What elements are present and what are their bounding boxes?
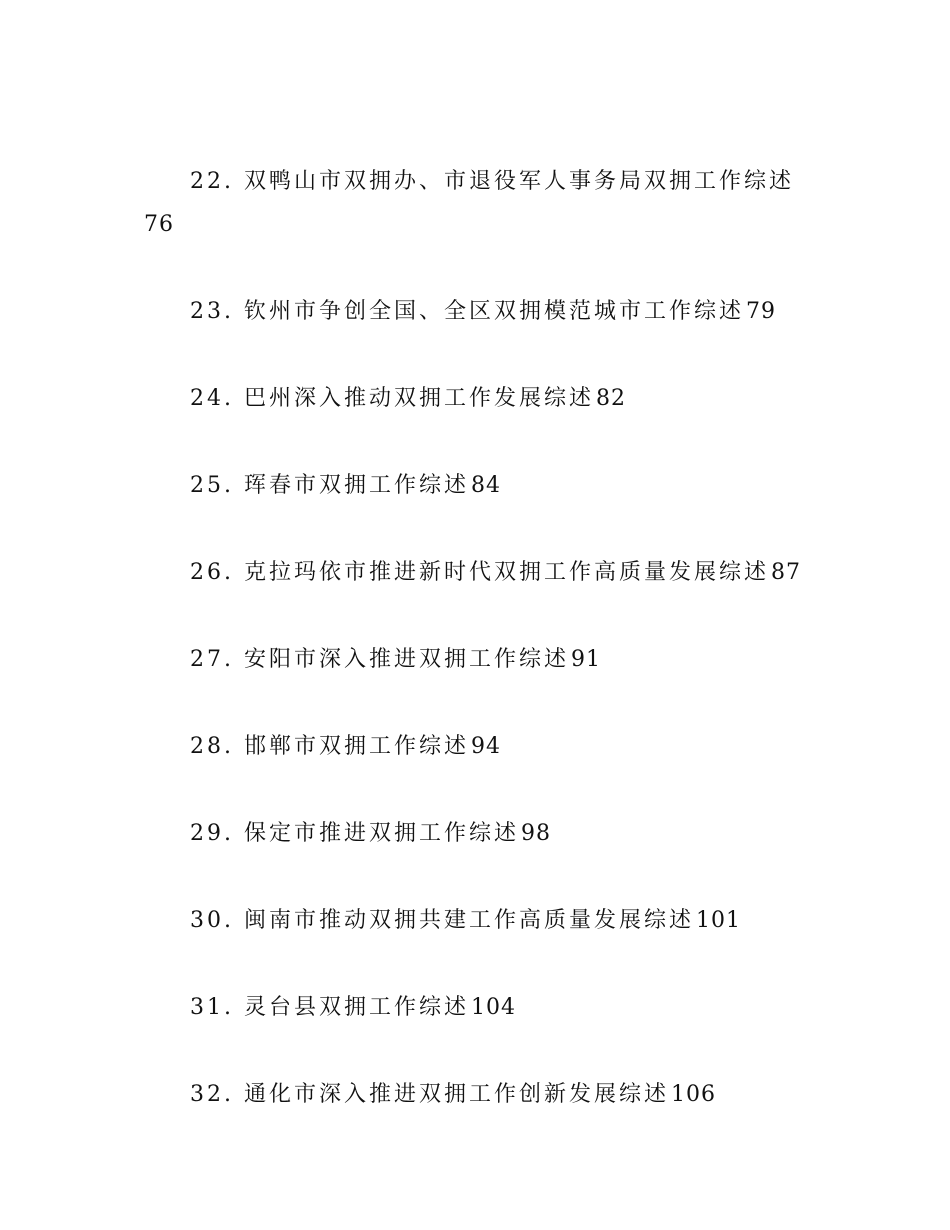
entry-number: 28. (190, 734, 234, 759)
entry-number: 25. (190, 473, 234, 498)
toc-entry[interactable] (142, 377, 626, 420)
entry-title: 保定市推进双拥工作综述 (244, 821, 520, 846)
entry-number: 26. (190, 560, 234, 585)
entry-page-number: 84 (471, 473, 502, 498)
entry-title: 邯郸市双拥工作综述 (244, 734, 470, 759)
entry-title: 双鸭山市双拥办、市退役军人事务局双拥工作综述 (244, 169, 795, 194)
entry-title: 灵台县双拥工作综述 (244, 995, 470, 1020)
entry-number: 27. (190, 647, 234, 672)
entry-title: 钦州市争创全国、全区双拥模范城市工作综述 (244, 299, 745, 324)
entry-title: 安阳市深入推进双拥工作综述 (244, 647, 570, 672)
entry-page-number: 98 (521, 821, 552, 846)
toc-entry[interactable] (142, 638, 601, 681)
entry-page-number: 101 (696, 908, 742, 933)
toc-entry[interactable] (142, 290, 776, 333)
entry-title: 珲春市双拥工作综述 (244, 473, 470, 498)
entry-title: 巴州深入推动双拥工作发展综述 (244, 386, 595, 411)
entry-number: 29. (190, 821, 234, 846)
entry-page-number: 87 (771, 560, 802, 585)
toc-entry[interactable] (142, 812, 551, 855)
entry-page-number: 91 (571, 647, 602, 672)
toc-entry[interactable] (142, 899, 741, 942)
entry-number: 24. (190, 386, 234, 411)
entry-page-number: 82 (596, 386, 627, 411)
entry-title: 通化市深入推进双拥工作创新发展综述 (244, 1082, 670, 1107)
entry-page-number: 106 (671, 1082, 717, 1107)
toc-entry[interactable] (142, 464, 501, 507)
entry-title: 克拉玛依市推进新时代双拥工作高质量发展综述 (244, 560, 770, 585)
entry-number: 22. (190, 169, 234, 194)
entry-number: 32. (190, 1082, 234, 1107)
toc-entry[interactable] (142, 725, 501, 768)
entry-page-number: 94 (471, 734, 502, 759)
entry-page-number: 79 (746, 299, 777, 324)
entry-number: 23. (190, 299, 234, 324)
entry-page-number: 104 (471, 995, 517, 1020)
entry-title: 闽南市推动双拥共建工作高质量发展综述 (244, 908, 695, 933)
entry-number: 30. (190, 908, 234, 933)
toc-entry[interactable] (142, 160, 794, 246)
toc-entry[interactable] (142, 551, 801, 594)
toc-entry[interactable] (142, 1073, 716, 1116)
toc-entry[interactable] (142, 986, 516, 1029)
entry-number: 31. (190, 995, 234, 1020)
entry-page-number: 76 (144, 212, 174, 237)
